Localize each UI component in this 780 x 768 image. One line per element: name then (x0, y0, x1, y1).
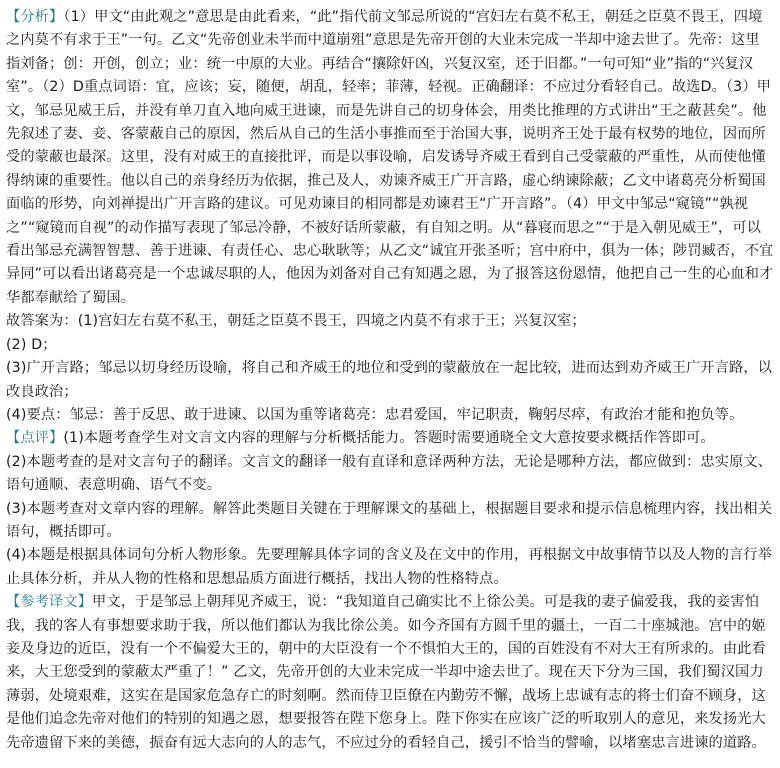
comment-item-2: (2)本题考查的是对文言句子的翻译。文言文的翻译一般有直译和意译两种方法，无论是哪种方法，都应做到：忠实原文、语句通顺、表意明确、语气不变。 (6, 453, 773, 494)
analysis-section (6, 6, 774, 310)
comment-item-3: (3)本题考查对文章内容的理解。解答此类题目关键在于理解课文的基础上，根据题目要求和提示信息梳理内容，找出相关语句，概括即可。 (6, 500, 773, 540)
translation-text: 甲文，于是邹忌上朝拜见齐威王，说：“我知道自己确实比不上徐公美。可是我的妻子偏爱我，我的妾害怕我，我的客人有事想要求助于我，所以他们都认为我比徐公美。如今齐国有方圆千里的疆土，一百二十座城池。宫中的姬妾及身边的近臣，没有一个不偏爱大王的，朝中的大臣没有一个不惧怕大王的，国的百姓没有不对大王有所求的。由此看来，大王您受到的蒙蔽太严重了！” 乙文，先帝开创的大业未完成一半却中途去世了。现在天下分为三国，我们蜀汉国力薄弱，处境艰难，这实在是国家危急存亡的时刻啊。然而侍卫臣僚在内勤劳不懈，战场上忠诚有志的将士们奋不顾身，这是他们追念先帝对他们的特别的知遇之恩，想要报答在陛下您身上。陛下你实在应该广泛的听取别人的意见，来发扬光大先帝遗留下来的美德，振奋有远大志向的人的志气，不应过分的看轻自己，援引不恰当的譬喻，以堵塞忠言进谏的道路。 (6, 594, 766, 751)
answer-line-4: (4)要点：邹忌：善于反思、敢于进谏、以国为重等诸葛亮：忠君爱国，牢记职责，鞠躬尽瘁，有政治才能和抱负等。 (6, 406, 744, 423)
comment-heading: 【点评】 (6, 430, 64, 447)
answer-line-2: (2) D； (6, 336, 57, 353)
translation-heading: 【参考译文】 (6, 594, 93, 611)
comment-item-4: (4)本题是根据具体词句分析人物形象。先要理解具体字词的含义及在文中的作用，再根据文中故事情节以及人物的言行举止具体分析，并从人物的性格和思想品质方面进行概括，找出人物的性格特点。 (6, 547, 773, 587)
comment-item-1: (1)本题考查学生对文言文内容的理解与分析概括能力。答题时需要通晓全文大意按要求概括作答即可。 (63, 430, 715, 447)
answer-line-3: (3)广开言路；邹忌以切身经历设喻，将自己和齐威王的地位和受到的蒙蔽放在一起比较，进而达到劝齐威王广开言路，以改良政治； (6, 360, 773, 400)
comment-section (6, 427, 774, 450)
analysis-text: （1）甲文“由此观之”意思是由此看来，“此”指代前文邹忌所说的“宫妇左右莫不私王，朝廷之臣莫不畏王，四境之内莫不有求于王”一句。乙文“先帝创业未半而中道崩殂”意思是先帝开创的大业未完成一半却中途去世了。先帝：这里指刘备；创：开创，创立；业：统一中原的大业。再结合“攘除奸凶，兴复汉室，还于旧都。”一句可知“业”指的“兴复汉室”。（2）D重点词语：宜，应该；妄，随便，胡乱，轻率；菲薄，轻视。正确翻译：不应过分看轻自己。故选D。（3）甲文，邹忌见威王后，并没有单刀直入地向威王进谏，而是先讲自己的切身体会，用类比推理的方式讲出“王之蔽甚矣”。他先叙述了妻、妾、客蒙蔽自己的原因，然后从自己的生活小事推而至于治国大事，说明齐王处于最有权势的地位，因而所受的蒙蔽也最深。这里，没有对威王的直接批评，而是以事设喻，启发诱导齐威王看到自己受蒙蔽的严重性，从而使他懂得纳谏的重要性。他以自己的亲身经历为依据，推己及人，劝谏齐威王广开言路，虚心纳谏除蔽；乙文中诸葛亮分析蜀国面临的形势，向刘禅提出广开言路的建议。可见劝谏目的相同都是劝谏君王“广开言路”。（4）甲文中邹忌“窥镜”“孰视之”“窥镜而自视”的动作描写表现了邹忌冷静，不被好话所蒙蔽，有自知之明。从“暮寝而思之”“于是入朝见威王”，可以看出邹忌充满智智慧、善于进谏、有责任心、忠心耿耿等；从乙文“诚宜开张圣听；宫中府中，俱为一体；陟罚臧否，不宜异同”可以看出诸葛亮是一个忠诚尽职的人，他因为刘备对自己有知遇之恩，为了报答这份恩情，他把自己一生的心血和才华都奉献给了蜀国。 (6, 9, 774, 306)
answer-line-1: 故答案为：(1)宫妇左右莫不私王，朝廷之臣莫不畏王，四境之内莫不有求于王；兴复汉室； (6, 313, 586, 330)
analysis-heading: 【分析】 (6, 9, 64, 25)
translation-section (6, 591, 774, 755)
